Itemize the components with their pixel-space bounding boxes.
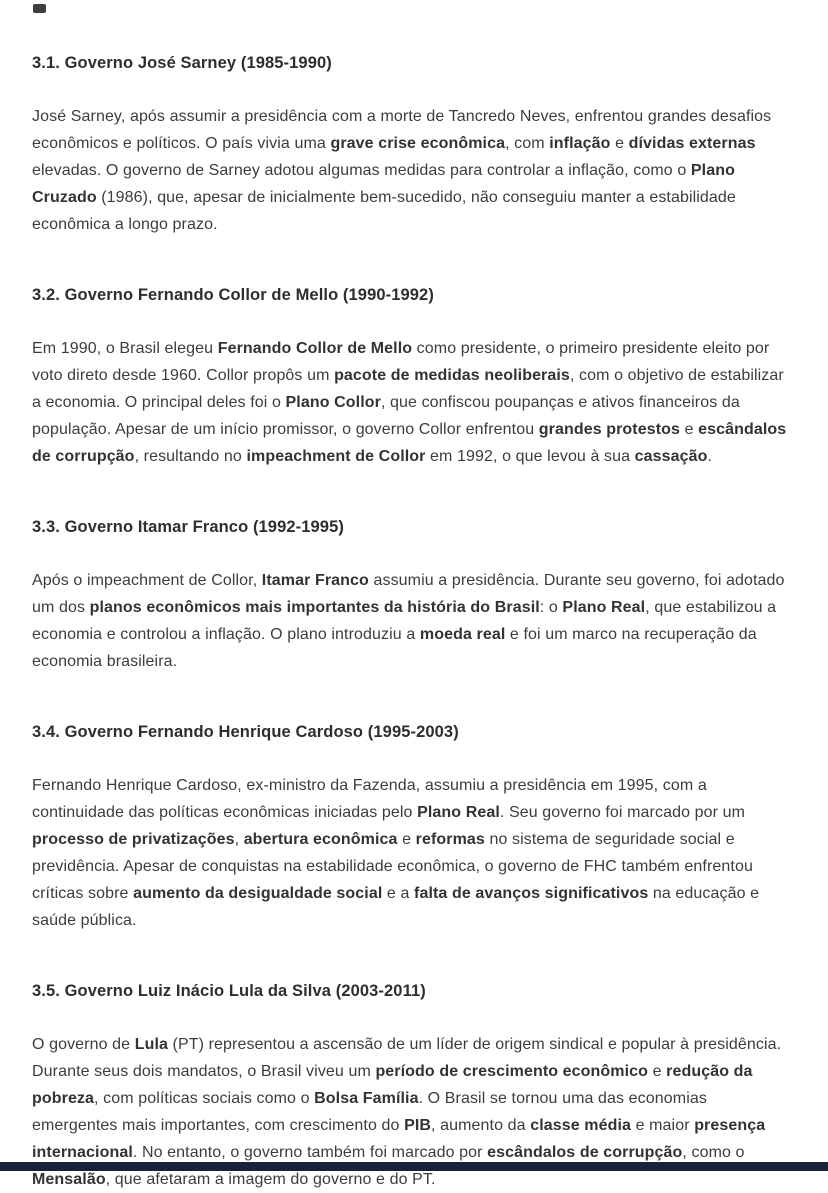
section-sarney — [32, 52, 796, 238]
clipped-text-fragment-top — [33, 4, 46, 13]
section-itamar — [32, 516, 796, 675]
section-heading-collor: 3.2. Governo Fernando Collor de Mello (1990-1992) — [32, 286, 434, 304]
paragraph-collor: Em 1990, o Brasil elegeu Fernando Collor de Mello como presidente, o primeiro presidente eleito por voto direto desde 1960. Collor propôs um pacote de medidas neoliberais, com o objetivo de estabilizar a economia. O principal deles foi o Plano Collor, que confiscou poupanças e ativos financeiros da população. Apesar de um início promissor, o governo Collor enfrentou grandes protestos e escândalos de corrupção, resultando no impeachment de Collor em 1992, o que levou à sua cassação. — [32, 340, 787, 465]
section-heading-lula: 3.5. Governo Luiz Inácio Lula da Silva (2003-2011) — [32, 982, 426, 1000]
bottom-bar-partial — [0, 1162, 828, 1171]
section-heading-itamar: 3.3. Governo Itamar Franco (1992-1995) — [32, 518, 344, 536]
paragraph-fhc: Fernando Henrique Cardoso, ex-ministro da Fazenda, assumiu a presidência em 1995, com a continuidade das políticas econômicas iniciadas pelo Plano Real. Seu governo foi marcado por um processo de privatizações, abertura econômica e reformas no sistema de seguridade social e previdência. Apesar de conquistas na estabilidade econômica, o governo de FHC também enfrentou críticas sobre aumento da desigualdade social e a falta de avanços significativos na educação e saúde pública. — [32, 777, 760, 929]
paragraph-lula: O governo de Lula (PT) representou a ascensão de um líder de origem sindical e popular à presidência. Durante seus dois mandatos, o Brasil viveu um período de crescimento econômico e redução da pobreza, com políticas sociais como o Bolsa Família. O Brasil se tornou uma das economias emergentes mais importantes, com crescimento do PIB, aumento da classe média e maior presença internacional. No entanto, o governo também foi marcado por escândalos de corrupção, como o Mensalão, que afetaram a imagem do governo e do PT. — [32, 1036, 782, 1188]
section-collor — [32, 284, 796, 470]
section-fhc — [32, 721, 796, 934]
section-heading-fhc: 3.4. Governo Fernando Henrique Cardoso (1995-2003) — [32, 723, 459, 741]
section-heading-sarney: 3.1. Governo José Sarney (1985-1990) — [32, 54, 332, 72]
paragraph-itamar: Após o impeachment de Collor, Itamar Franco assumiu a presidência. Durante seu governo, foi adotado um dos planos econômicos mais importantes da história do Brasil: o Plano Real, que estabilizou a economia e controlou a inflação. O plano introduziu a moeda real e foi um marco na recuperação da economia brasileira. — [32, 572, 785, 670]
paragraph-sarney: José Sarney, após assumir a presidência com a morte de Tancredo Neves, enfrentou grandes desafios econômicos e políticos. O país vivia uma grave crise econômica, com inflação e dívidas externas elevadas. O governo de Sarney adotou algumas medidas para controlar a inflação, como o Plano Cruzado (1986), que, apesar de inicialmente bem-sucedido, não conseguiu manter a estabilidade econômica a longo prazo. — [32, 108, 772, 233]
